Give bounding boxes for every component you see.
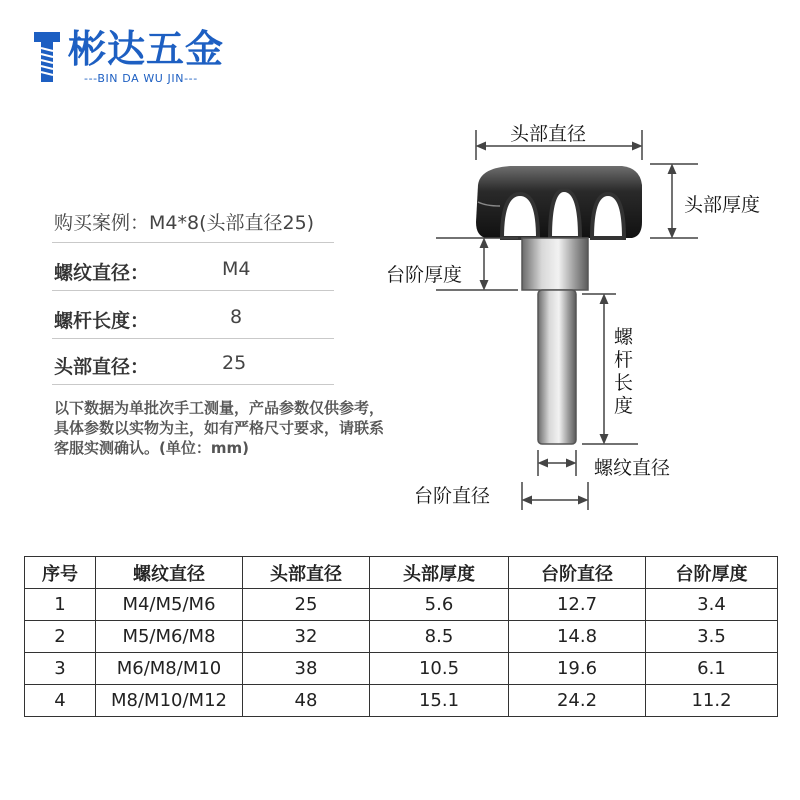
label-char: 螺 <box>614 326 634 348</box>
cell-step-thickness: 3.4 <box>646 589 778 621</box>
spec-value-head: 25 <box>222 352 247 374</box>
spec-label: 头部直径： <box>54 356 150 378</box>
cell-index: 1 <box>25 589 96 621</box>
example-title: 购买案例：M4*8(头部直径25) <box>54 212 315 234</box>
header-step-thickness: 台阶厚度 <box>646 557 778 589</box>
header-head-diameter: 头部直径 <box>243 557 370 589</box>
cell-index: 2 <box>25 621 96 653</box>
cell-head-thickness: 15.1 <box>370 685 509 717</box>
cell-head-diameter: 32 <box>243 621 370 653</box>
cell-step-diameter: 24.2 <box>509 685 646 717</box>
label-thread-diameter: 螺纹直径 <box>594 457 671 479</box>
label-head-thickness: 头部厚度 <box>684 194 761 216</box>
table-row <box>25 653 778 685</box>
header-step-diameter: 台阶直径 <box>509 557 646 589</box>
spec-label: 螺杆长度： <box>54 310 150 332</box>
cell-index: 4 <box>25 685 96 717</box>
cell-step-diameter: 12.7 <box>509 589 646 621</box>
divider <box>52 242 334 243</box>
spec-row-head <box>54 352 149 379</box>
cell-thread: M5/M6/M8 <box>96 621 243 653</box>
size-table <box>24 556 778 717</box>
knob-screw-drawing <box>360 110 800 520</box>
label-step-diameter: 台阶直径 <box>414 485 491 507</box>
cell-head-diameter: 38 <box>243 653 370 685</box>
table-row <box>25 621 778 653</box>
spec-value-length: 8 <box>230 306 243 328</box>
table-header-row <box>25 557 778 589</box>
divider <box>52 290 334 291</box>
label-char: 杆 <box>614 349 634 371</box>
cell-step-thickness: 11.2 <box>646 685 778 717</box>
cell-step-diameter: 19.6 <box>509 653 646 685</box>
cell-head-thickness: 8.5 <box>370 621 509 653</box>
divider <box>52 338 334 339</box>
cell-thread: M6/M8/M10 <box>96 653 243 685</box>
label-char: 度 <box>614 395 634 417</box>
label-char: 长 <box>614 372 634 394</box>
cell-head-thickness: 10.5 <box>370 653 509 685</box>
cell-step-diameter: 14.8 <box>509 621 646 653</box>
cell-head-diameter: 48 <box>243 685 370 717</box>
brand-pinyin: ---BIN DA WU JIN--- <box>84 72 198 85</box>
cell-thread: M8/M10/M12 <box>96 685 243 717</box>
cell-head-diameter: 25 <box>243 589 370 621</box>
label-step-thickness: 台阶厚度 <box>386 264 463 286</box>
label-head-diameter: 头部直径 <box>510 123 587 145</box>
cell-step-thickness: 3.5 <box>646 621 778 653</box>
header-index: 序号 <box>25 557 96 589</box>
brand-name: 彬达五金 <box>68 27 225 71</box>
table-row <box>25 685 778 717</box>
label-screw-length <box>614 326 636 418</box>
table-row <box>25 589 778 621</box>
spec-label: 螺纹直径： <box>54 262 150 284</box>
header-thread-diameter: 螺纹直径 <box>96 557 243 589</box>
divider <box>52 384 334 385</box>
cell-thread: M4/M5/M6 <box>96 589 243 621</box>
spec-row-length <box>54 306 149 333</box>
cell-index: 3 <box>25 653 96 685</box>
header-head-thickness: 头部厚度 <box>370 557 509 589</box>
spec-value-thread: M4 <box>222 258 251 280</box>
measurement-note: 以下数据为单批次手工测量，产品参数仅供参考，具体参数以实物为主，如有严格尺寸要求，请联系客服实测确认。(单位：mm) <box>54 399 385 457</box>
cell-head-thickness: 5.6 <box>370 589 509 621</box>
cell-step-thickness: 6.1 <box>646 653 778 685</box>
spec-row-thread <box>54 258 149 285</box>
brand-logo-icon <box>34 32 60 82</box>
